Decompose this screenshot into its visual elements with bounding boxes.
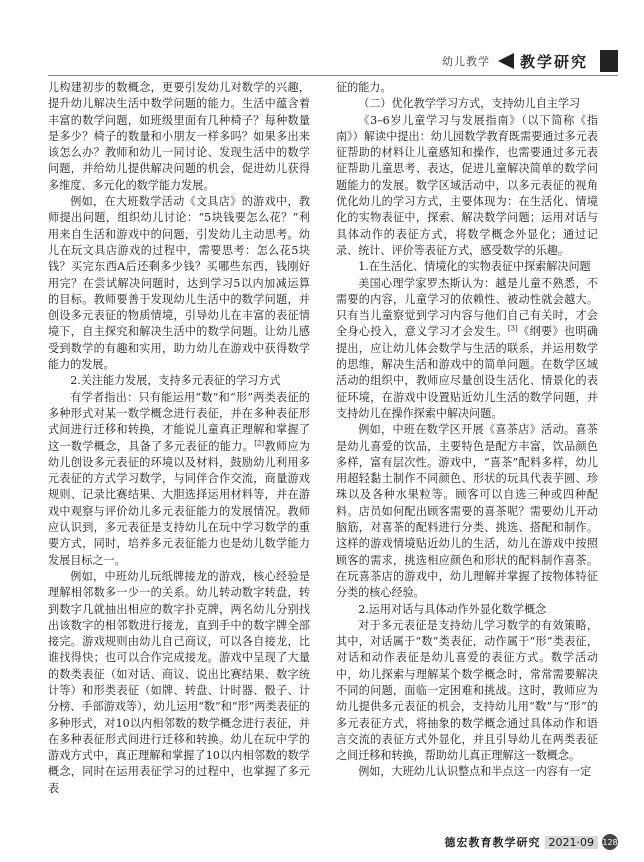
paragraph: 例如，中班幼儿玩纸牌接龙的游戏，核心经验是理解相邻数多一少一的关系。幼儿转动数字转盘，转到数字几就抽出相应的数字扑克牌，两名幼儿分别找出该数字的相邻数进行接龙，直到手中的数字牌全部接完。游戏规则由幼儿自己商议，可以各自接龙，比谁找得快；也可以合作完成接龙。游戏中呈现了大量的数类表征（如对话、商议、说出比赛结果、数字统计等）和形类表征（如牌、转盘、计时器、骰子、计分榜、手部游戏等），幼儿运用“数”和“形”两类表征的多种形式，对10以内相邻数的数学概念进行表征，并在多种表征形式间进行迁移和转换。幼儿在玩中学的游戏方式中，真正理解和掌握了10以内相邻数的数学概念，同时在运用表征学习的过程中，也掌握了多元表 [48,569,310,795]
paragraph: 例如，中班在数学区开展《喜茶店》活动。喜茶是幼儿喜爱的饮品，主要特色是配方丰富，饮品颜色多样，富有层次性。游戏中，“喜茶”配料多样，幼儿用超轻黏土制作不同颜色、形状的玩具代表芋圆、珍珠以及各种水果粒等。顾客可以自选三种或四种配料。店员如何配出顾客需要的喜茶呢？需要幼儿开动脑筋，对喜茶的配料进行分类、挑选、搭配和制作。这样的游戏情境贴近幼儿的生活，幼儿在游戏中按照顾客的需求，挑选相应颜色和形状的配料制作喜茶。在玩喜茶店的游戏中，幼儿理解并掌握了按物体特征分类的核心经验。 [336,423,598,600]
section-heading: （二）优化教学学习方式，支持幼儿自主学习 [358,97,581,111]
paragraph: 对于多元表征是支持幼儿学习数学的有效策略，其中，对话属于“数”类表征，动作属于“形”类表征，对话和动作表征是幼儿喜爱的表征方式。数学活动中，幼儿探索与理解某个数学概念时，常常需要解决不同的问题，面临一定困难和挑战。这时，教师应为幼儿提供多元表征的机会，支持幼儿用“数”与“形”的多元表征方式，将抽象的数学概念通过具体动作和语言交流的表征方式外显化，并且引导幼儿在两类表征之间迁移和转换，帮助幼儿真正理解这一数概念。 [336,618,598,763]
subsection-heading: 1.在生活化、情境化的实物表征中探索解决问题 [358,260,591,274]
header-divider [48,75,618,76]
issue-date: 2021·09 [545,836,599,849]
paragraph: 征的能力。 [336,81,392,94]
paragraph: 美国心理学家罗杰斯认为：越是儿童不熟悉，不需要的内容，儿童学习的依赖性、被动性就会越大。只有当儿童察觉到学习内容与他们自己有关时，才会全身心投入，意义学习才会发生。[3]《纲要》也明确提出，应让幼儿体会数学与生活的联系，并运用数学的思维，解决生活和游戏中的简单问题。在数学区域活动的组织中，教师应尽量创设生活化、情景化的表征环境，在游戏中设置贴近幼儿生活的数学问题，并支持幼儿在操作探索中解决问题。 [336,276,598,420]
left-column [48,80,310,797]
page-header [442,50,618,72]
arrow-left-icon [498,53,514,69]
right-column [336,80,598,781]
paragraph: 儿构建初步的数概念，更要引发幼儿对数学的兴趣，提升幼儿解决生活中数学问题的能力。生活中蕴含着丰富的数学问题，如班级里面有几种椅子？每种数量是多少？椅子的数量和小朋友一样多吗？如果多出来该怎么办？教师和幼儿一同讨论、发现生活中的数学问题，并给幼儿提供解决问题的机会，促进幼儿获得多维度、多元化的数学能力发展。 [48,81,310,192]
page-footer [445,834,619,850]
journal-name: 德宏教育教学研究 [444,836,541,849]
header-block-icon [600,50,618,72]
paragraph: 有学者指出：只有能运用“数”和“形”两类表征的多种形式对某一数学概念进行表征，并在多种表征形式间进行迁移和转换，才能说儿童真正理解和掌握了这一数学概念，具备了多元表征的能力。[2]教师应为幼儿创设多元表征的环境以及材料，鼓励幼儿利用多元表征的方式学习数学，与同伴合作交流，商量游戏规则、记录比赛结果、大胆选择运用材料等，并在游戏中观察与评价幼儿多元表征能力的发展情况。教师应认识到，多元表征是支持幼儿在玩中学习数学的重要方式，同时，培养多元表征能力也是幼儿数学能力发展目标之一。 [48,390,310,567]
paragraph: 《3–6岁儿童学习与发展指南》（以下简称《指南》）解读中提出：幼儿园数学教育既需要通过多元表征帮助的材料让儿童感知和操作，也需要通过多元表征帮助儿童思考、表达，促进儿童解决简单的数学问题能力的发展。数学区域活动中，以多元表征的视角优化幼儿的学习方式，主要体现为：在生活化、情境化的实物表征中，探索、解决数学问题；运用对话与具体动作的表征方式，将数学概念外显化；通过记录、统计、评价等表征方式，感受数学的乐趣。 [336,113,598,257]
citation: [2] [254,438,265,447]
section-title: 教学研究 [519,52,588,71]
subsection-heading: 2.运用对话与具体动作外显化数学概念 [358,602,547,616]
page-number: 128 [602,834,618,850]
citation: [3] [507,324,518,333]
paragraph: 例如，大班幼儿认识整点和半点这一内容有一定 [358,765,592,779]
subsection-heading: 2.关注能力发展，支持多元表征的学习方式 [70,374,281,388]
section-label: 幼儿教学 [441,55,490,68]
paragraph: 例如，在大班数学活动《文具店》的游戏中，教师提出问题，组织幼儿讨论：“5块钱要怎么花？”利用来自生活和游戏中的问题，引发幼儿主动思考。幼儿在玩文具店游戏的过程中，需要思考：怎么花5块钱？买完东西A后还剩多少钱？买哪些东西，钱刚好用完？在尝试解决问题时，达到学习5以内加减运算的目标。教师要善于发现幼儿生活中的数学问题，并创设多元表征的物质情境，引导幼儿在丰富的表征情境下，自主探究和解决生活中的数学问题。让幼儿感受到数学的有趣和实用，助力幼儿在游戏中获得数学能力的发展。 [48,195,310,372]
